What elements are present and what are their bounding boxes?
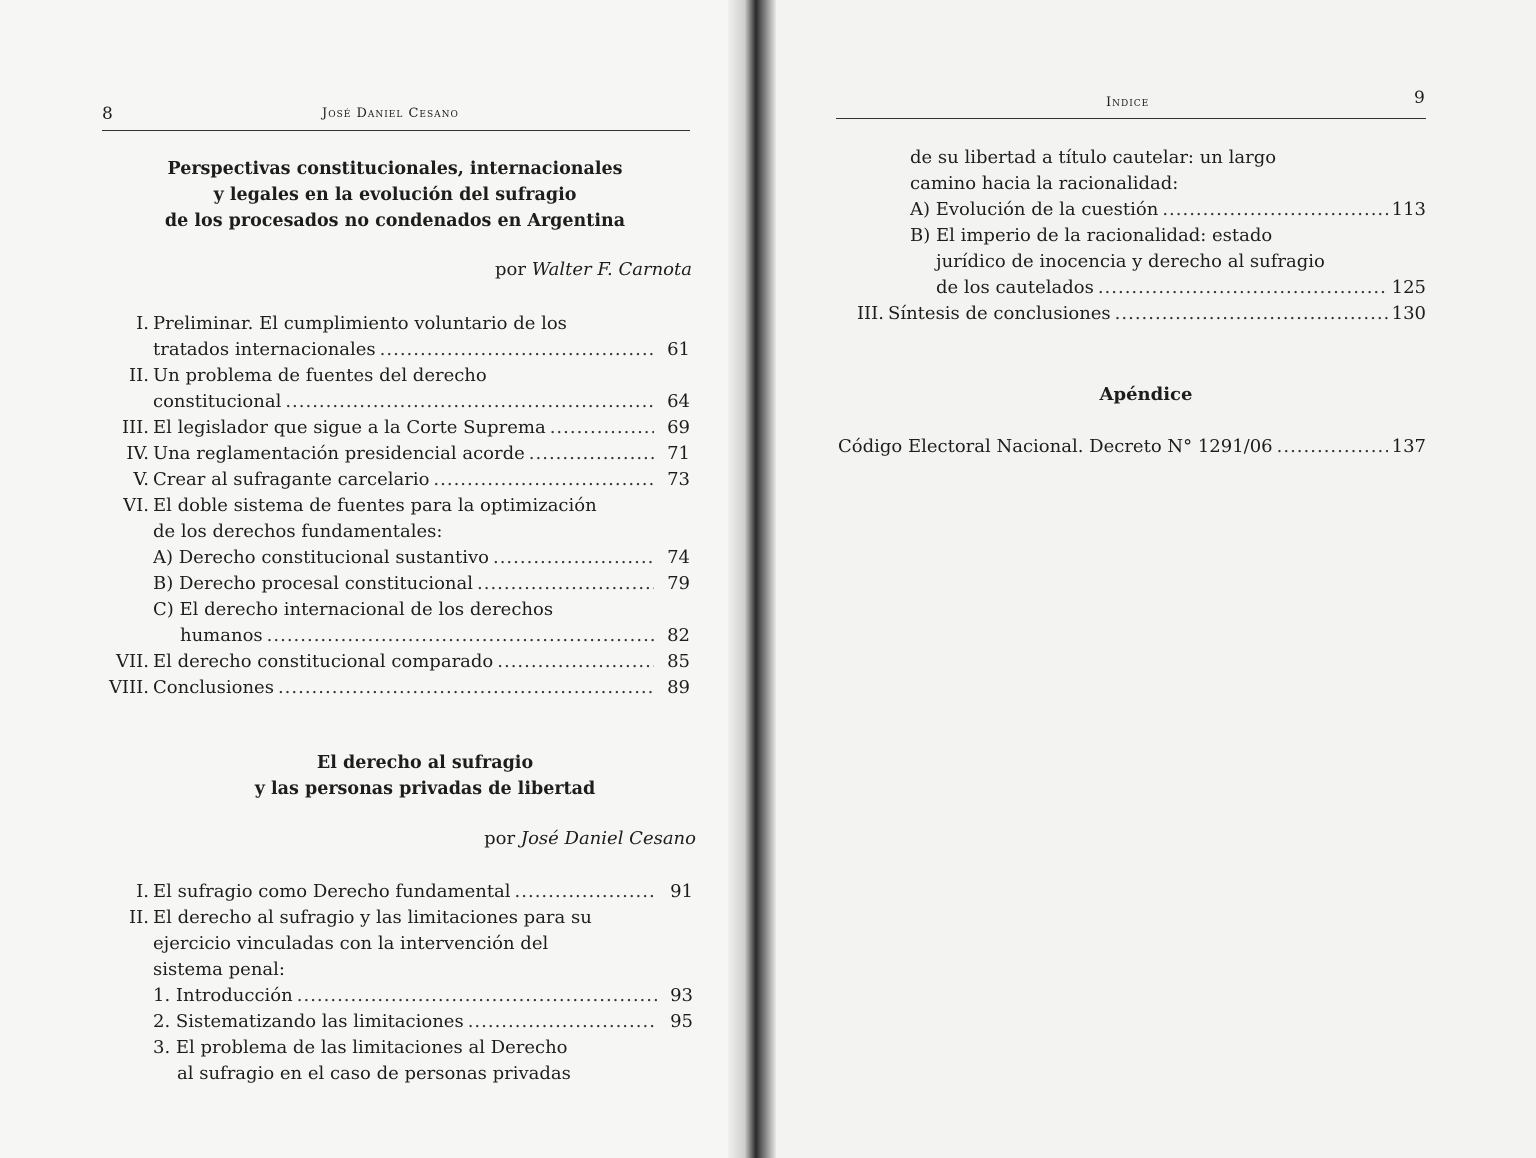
- dot-leader: [285, 389, 654, 415]
- dot-leader: [550, 415, 654, 441]
- section1-author-name: Walter F. Carnota: [531, 259, 692, 280]
- toc-entry-s2-ii-cont: ejercicio vinculadas con la intervención del: [153, 933, 549, 954]
- section2-title: [150, 750, 700, 802]
- left-page-number: 8: [102, 104, 113, 124]
- appendix-title: Apéndice: [1099, 384, 1193, 405]
- toc-page-number: 137: [1391, 436, 1426, 457]
- dot-leader: [1098, 275, 1388, 301]
- dot-leader: [468, 1009, 657, 1035]
- right-running-head: Indice: [1106, 95, 1150, 110]
- dot-leader: [1115, 301, 1388, 327]
- dot-leader: [297, 983, 657, 1009]
- left-header-rule: [102, 130, 690, 131]
- toc-entry-s2-ii-2[interactable]: 2. Sistematizando las limitaciones ..... 95: [153, 1009, 693, 1035]
- left-running-head: José Daniel Cesano: [322, 106, 459, 121]
- right-header-rule: [836, 118, 1426, 119]
- toc-entry-continuation: camino hacia la racionalidad:: [910, 173, 1179, 194]
- toc-entry-iv[interactable]: IV. Una reglamentación presidencial acorde ..... 71: [153, 441, 690, 467]
- toc-page-number: 89: [667, 677, 690, 698]
- toc-entry-i-cont[interactable]: tratados internacionales ..... 61: [153, 337, 690, 363]
- dot-leader: [497, 649, 654, 675]
- section1-title-line: y legales en la evolución del sufragio: [213, 185, 577, 205]
- toc-page-number: 93: [670, 985, 693, 1006]
- toc-page-number: 95: [670, 1011, 693, 1032]
- right-page: [776, 0, 1536, 1158]
- right-page-number: 9: [1414, 88, 1425, 108]
- section1-title-line: de los procesados no condenados en Argentina: [164, 211, 626, 231]
- dot-leader: [477, 571, 654, 597]
- section1-author: por Walter F. Carnota: [495, 259, 692, 280]
- toc-entry-v[interactable]: V. Crear al sufragante carcelario ..... 73: [153, 467, 690, 493]
- toc-entry-iii-right[interactable]: III. Síntesis de conclusiones ..... 130: [888, 301, 1426, 327]
- dot-leader: [493, 545, 654, 571]
- toc-entry-vi-a[interactable]: A) Derecho constitucional sustantivo ..... 74: [153, 545, 690, 571]
- toc-entry-vi-c[interactable]: C) El derecho internacional de los derechos: [153, 599, 554, 620]
- toc-entry-s2-ii-3[interactable]: 3. El problema de las limitaciones al Derecho: [153, 1037, 568, 1058]
- toc-page-number: 64: [667, 391, 690, 412]
- toc-page-number: 79: [667, 573, 690, 594]
- toc-entry-vi-b[interactable]: B) Derecho procesal constitucional ..... 79: [153, 571, 690, 597]
- appendix-entry[interactable]: Código Electoral Nacional. Decreto N° 1291/06 ..... 137: [838, 434, 1426, 460]
- toc-entry-s2-i[interactable]: I. El sufragio como Derecho fundamental ..... 91: [153, 879, 693, 905]
- toc-page-number: 61: [667, 339, 690, 360]
- toc-entry-vii[interactable]: VII. El derecho constitucional comparado ..... 85: [153, 649, 690, 675]
- toc-entry-i[interactable]: I. Preliminar. El cumplimiento voluntario de los: [136, 313, 567, 334]
- dot-leader: [515, 879, 657, 905]
- toc-page-number: 74: [667, 547, 690, 568]
- dot-leader: [1162, 197, 1387, 223]
- toc-entry-s2-ii[interactable]: II. El derecho al sufragio y las limitaciones para su: [129, 907, 592, 928]
- section1-title-line: Perspectivas constitucionales, internacionales: [167, 159, 623, 179]
- dot-leader: [267, 623, 654, 649]
- toc-page-number: 73: [667, 469, 690, 490]
- dot-leader: [529, 441, 654, 467]
- toc-page-number: 82: [667, 625, 690, 646]
- toc-entry-s2-ii-cont: sistema penal:: [153, 959, 285, 980]
- left-page: [0, 0, 740, 1158]
- toc-page-number: 130: [1391, 303, 1426, 324]
- toc-page-number: 85: [667, 651, 690, 672]
- toc-entry-vi[interactable]: VI. El doble sistema de fuentes para la optimización: [123, 495, 597, 516]
- section2-author: por José Daniel Cesano: [484, 828, 696, 849]
- toc-entry-b-cont: jurídico de inocencia y derecho al sufragio: [936, 251, 1325, 272]
- section1-title: [130, 156, 660, 234]
- toc-page-number: 91: [670, 881, 693, 902]
- toc-entry-iii[interactable]: III. El legislador que sigue a la Corte Suprema ..... 69: [153, 415, 690, 441]
- section2-title-line: El derecho al sufragio: [316, 753, 534, 773]
- dot-leader: [433, 467, 654, 493]
- dot-leader: [278, 675, 654, 701]
- toc-page-number: 125: [1391, 277, 1426, 298]
- toc-entry-b-cont[interactable]: de los cautelados ..... 125: [936, 275, 1426, 301]
- toc-entry-viii[interactable]: VIII. Conclusiones ..... 89: [153, 675, 690, 701]
- toc-entry-vi-cont: de los derechos fundamentales:: [153, 521, 443, 542]
- section2-author-name: José Daniel Cesano: [520, 828, 696, 849]
- section2-title-line: y las personas privadas de libertad: [254, 779, 596, 799]
- toc-entry-s2-ii-3-cont: al sufragio en el caso de personas privadas: [177, 1063, 571, 1084]
- toc-page-number: 69: [667, 417, 690, 438]
- dot-leader: [1277, 434, 1388, 460]
- toc-entry-ii[interactable]: II. Un problema de fuentes del derecho: [129, 365, 487, 386]
- toc-page-number: 113: [1391, 199, 1426, 220]
- toc-entry-a[interactable]: A) Evolución de la cuestión ..... 113: [910, 197, 1426, 223]
- dot-leader: [380, 337, 654, 363]
- toc-entry-continuation: de su libertad a título cautelar: un largo: [910, 147, 1277, 168]
- toc-entry-s2-ii-1[interactable]: 1. Introducción ..... 93: [153, 983, 693, 1009]
- toc-entry-ii-cont[interactable]: constitucional ..... 64: [153, 389, 690, 415]
- toc-page-number: 71: [667, 443, 690, 464]
- toc-entry-vi-c-cont[interactable]: humanos ..... 82: [180, 623, 690, 649]
- toc-entry-b[interactable]: B) El imperio de la racionalidad: estado: [910, 225, 1273, 246]
- book-gutter: [728, 0, 776, 1158]
